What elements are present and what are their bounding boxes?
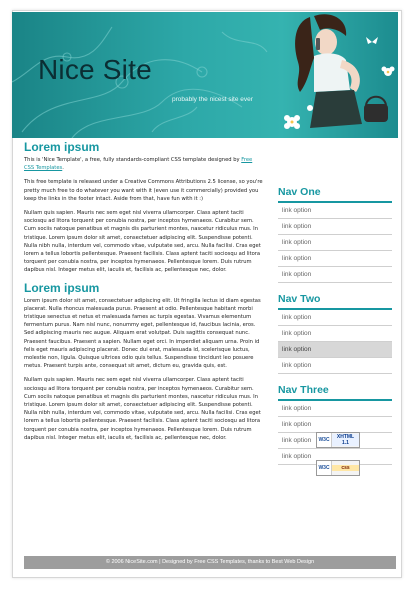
section-title: Lorem ipsum — [24, 280, 100, 295]
woman-illustration — [280, 12, 398, 138]
validation-badges — [310, 432, 366, 488]
nav-two-list — [278, 310, 392, 374]
nav-link-active[interactable]: link option — [278, 342, 392, 358]
nav-three-title: Nav Three — [278, 384, 392, 401]
section-2 — [24, 281, 264, 442]
w3c-logo-icon: W3C — [317, 433, 332, 447]
nav-link[interactable]: link option — [278, 417, 392, 433]
site-header — [12, 12, 398, 138]
nav-link[interactable]: link option — [278, 401, 392, 417]
site-title: Nice Site — [38, 54, 152, 85]
w3c-logo-icon: W3C — [317, 461, 332, 475]
body-paragraph: Nullam quis sapien. Mauris nec sem eget nisl viverra ullamcorper. Class aptent taciti sociosqu ad litora torquent per conubia nostra, per inceptos hymenaeos. Curabitur sem. Cum sociis natoque penatibus et magnis dis parturient montes, nascetur ridiculus mus. In tristique. Lorem ipsum dolor sit amet, consectetuer adipiscing elit. Suspendisse potenti. Nulla nibh nulla, interdum vel, commodo vitae, vulputate sed, arcu. Nulla facilisi. Cras eget lorem a tellus lobortis pellentesque. Praesent facilisis. Class aptent taciti sociosqu ad litora torquent per conubia nostra, per inceptos hymenaeos. Pellentesque lorem. Duis rutrum dapibus nisl. Integer metus elit, iaculis et, facilisis ac, pellentesque nec, dolor. — [24, 377, 261, 441]
section-title: Lorem ipsum — [24, 140, 100, 154]
xhtml-valid-badge[interactable] — [316, 432, 360, 448]
site-footer: © 2006 NiceSite.com | Designed by Free CSS Templates, thanks to Best Web Design — [24, 556, 396, 569]
intro-text-end: . — [62, 165, 64, 172]
nav-one-list — [278, 203, 392, 283]
xhtml-label: XHTML 1.1 — [332, 434, 359, 446]
nav-link[interactable]: link option — [278, 433, 392, 449]
body-paragraph: Nullam quis sapien. Mauris nec sem eget nisl viverra ullamcorper. Class aptent taciti sociosqu ad litora torquent per conubia nostra, per inceptos hymenaeos. Curabitur sem. Cum sociis natoque penatibus et magnis dis parturient montes, nascetur ridiculus mus. In tristique. Lorem ipsum dolor sit amet, consectetuer adipiscing elit. Suspendisse potenti. Nulla nibh nulla, interdum vel, commodo vitae, vulputate sed, arcu. Nulla facilisi. Cras eget lorem a tellus lobortis pellentesque. Praesent facilisis. Class aptent taciti sociosqu ad litora torquent per conubia nostra, per inceptos hymenaeos. Pellentesque lorem. Duis rutrum dapibus nisl. Integer metus elit, iaculis et, facilisis ac, pellentesque nec, dolor. — [24, 210, 261, 274]
body-paragraph: Lorem ipsum dolor sit amet, consectetuer adipiscing elit. Ut fringilla lectus id diam egestas placerat. Nulla rhoncus malesuada purus. Praesent at odio. Pellentesque habitant morbi tristique senectus et netus et malesuada fames ac turpis egestas. Vivamus elementum fermentum purus. Nam nisl nunc, nonummy eget, pellentesque id, faucibus lacinia, eros. Sed adipiscing mauris nec augue. Aliquam erat volutpat. Duis sagittis consequat nunc. Praesent faucibus. Praesent a sapien. Nullam eget orci. In imperdiet aliquam urna. Proin id felis eget mauris adipiscing placerat. Donec dui erat, malesuada id, scelerisque luctus, molestie non, ligula. Quisque ultrices odio quis tellus. Suspendisse tincidunt leo posuere metus. Praesent turpis ante, consequat sit amet, dictum eu, gravida quis, est. — [24, 297, 261, 370]
css-label: css — [332, 465, 359, 471]
free-css-templates-link[interactable]: Free CSS Templates — [24, 157, 253, 172]
nav-link[interactable]: link option — [278, 326, 392, 342]
intro-paragraph — [24, 156, 264, 172]
nav-link[interactable]: link option — [278, 449, 392, 465]
nav-link[interactable]: link option — [278, 358, 392, 374]
nav-two-title: Nav Two — [278, 293, 392, 310]
nav-link[interactable]: link option — [278, 203, 392, 219]
intro-text: This is 'Nice Template', a free, fully standards-compliant CSS template designed by — [24, 157, 242, 163]
main-content — [24, 140, 264, 448]
nav-link[interactable]: link option — [278, 219, 392, 235]
nav-link[interactable]: link option — [278, 267, 392, 283]
nav-link[interactable]: link option — [278, 310, 392, 326]
nav-link[interactable]: link option — [278, 251, 392, 267]
site-tagline: probably the nicest site ever — [172, 96, 253, 103]
nav-one-title: Nav One — [278, 186, 392, 203]
css-valid-badge[interactable] — [316, 460, 360, 476]
license-paragraph: This free template is released under a Creative Commons Attributions 2.5 license, so you're pretty much free to do whatever you want with it (even use it commercially) provided you keep the links in the footer intact. Aside from that, have fun with it :) — [24, 179, 263, 202]
nav-link[interactable]: link option — [278, 235, 392, 251]
section-1 — [24, 140, 264, 275]
